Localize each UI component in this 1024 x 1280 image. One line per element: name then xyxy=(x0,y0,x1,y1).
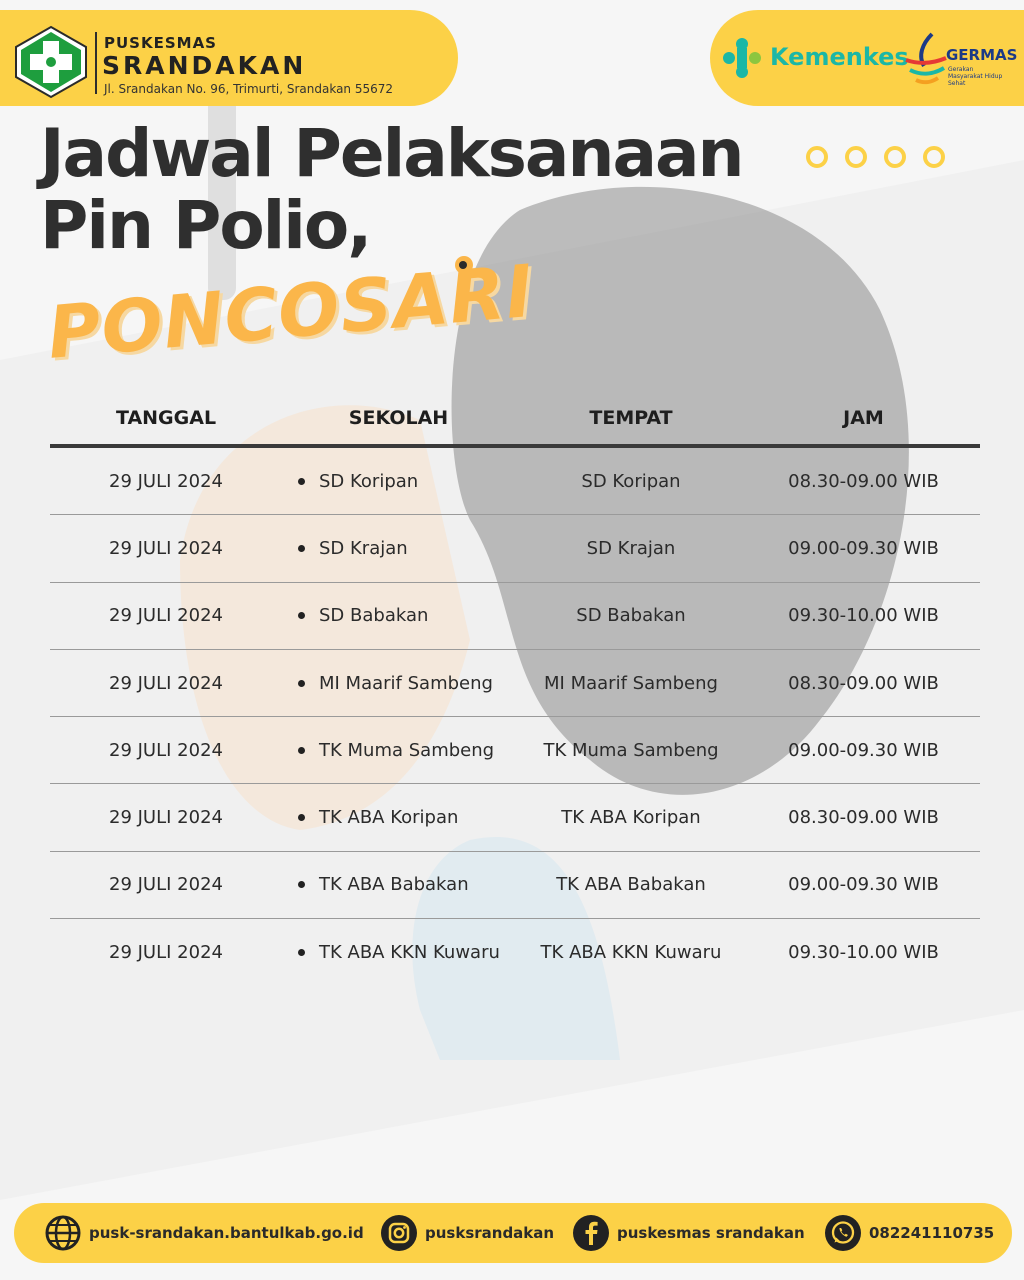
sekolah-text: TK ABA Koripan xyxy=(319,807,459,829)
cell-jam: 09.30-10.00 WIB xyxy=(788,942,939,964)
brand-divider xyxy=(95,32,97,94)
table-row xyxy=(50,717,980,784)
page-title xyxy=(40,115,743,264)
facebook-link[interactable] xyxy=(572,1214,805,1252)
cell-tempat: SD Koripan xyxy=(581,470,681,492)
cell-sekolah xyxy=(282,673,515,694)
contact-footer xyxy=(14,1203,1012,1263)
cell-jam: 09.00-09.30 WIB xyxy=(788,874,939,896)
cell-tempat: SD Krajan xyxy=(586,537,676,559)
cell-tanggal: 29 JULI 2024 xyxy=(109,605,223,627)
cell-sekolah xyxy=(282,942,515,963)
instagram-text: pusksrandakan xyxy=(425,1224,555,1242)
table-row xyxy=(50,583,980,650)
dot-icon xyxy=(923,146,945,168)
cell-jam: 08.30-09.00 WIB xyxy=(788,470,939,492)
instagram-icon xyxy=(380,1214,418,1252)
website-text: pusk-srandakan.bantulkab.go.id xyxy=(89,1224,364,1242)
header-partner-panel xyxy=(710,10,1024,106)
table-row xyxy=(50,515,980,582)
cell-tempat: TK ABA Koripan xyxy=(561,807,701,829)
germas-tagline: Gerakan Masyarakat Hidup Sehat xyxy=(948,66,1003,87)
header-tanggal: TANGGAL xyxy=(115,407,217,429)
cell-tempat: TK Muma Sambeng xyxy=(543,739,719,761)
cell-tempat: TK ABA KKN Kuwaru xyxy=(540,942,722,964)
cell-tanggal: 29 JULI 2024 xyxy=(109,470,223,492)
whatsapp-icon xyxy=(824,1214,862,1252)
bullet-icon xyxy=(298,545,305,552)
title-line-1: Jadwal Pelaksanaan xyxy=(40,115,743,192)
globe-icon xyxy=(44,1214,82,1252)
decorative-dots xyxy=(806,146,945,168)
brand-subtitle: PUSKESMAS xyxy=(104,34,217,52)
table-header xyxy=(50,392,980,448)
germas-logo-icon xyxy=(902,30,952,90)
cell-sekolah xyxy=(282,471,515,492)
sekolah-text: TK Muma Sambeng xyxy=(319,739,495,761)
cell-jam: 09.00-09.30 WIB xyxy=(788,537,939,559)
bullet-icon xyxy=(298,478,305,485)
bullet-icon xyxy=(298,680,305,687)
cell-sekolah xyxy=(282,807,515,828)
dot-icon xyxy=(884,146,906,168)
header-brand-panel xyxy=(0,10,458,106)
cell-tanggal: 29 JULI 2024 xyxy=(109,807,223,829)
puskesmas-logo-icon xyxy=(14,25,88,99)
sekolah-text: MI Maarif Sambeng xyxy=(319,672,493,694)
cell-sekolah xyxy=(282,605,515,626)
cell-tempat: SD Babakan xyxy=(576,605,686,627)
website-link[interactable] xyxy=(44,1214,364,1252)
table-row xyxy=(50,448,980,515)
bullet-icon xyxy=(298,747,305,754)
table-row xyxy=(50,852,980,919)
cell-sekolah xyxy=(282,740,515,761)
dot-icon xyxy=(806,146,828,168)
cell-jam: 09.30-10.00 WIB xyxy=(788,605,939,627)
schedule-table xyxy=(50,392,980,986)
cell-sekolah xyxy=(282,874,515,895)
cell-jam: 08.30-09.00 WIB xyxy=(788,807,939,829)
cell-jam: 08.30-09.00 WIB xyxy=(788,672,939,694)
brand-title: SRANDAKAN xyxy=(102,51,307,80)
sekolah-text: SD Babakan xyxy=(319,605,429,627)
whatsapp-link[interactable] xyxy=(824,1214,994,1252)
sekolah-text: SD Koripan xyxy=(319,470,419,492)
facebook-text: puskesmas srandakan xyxy=(617,1224,805,1242)
cell-tempat: MI Maarif Sambeng xyxy=(544,672,718,694)
cell-jam: 09.00-09.30 WIB xyxy=(788,739,939,761)
bullet-icon xyxy=(298,949,305,956)
dot-icon xyxy=(845,146,867,168)
sekolah-text: TK ABA KKN Kuwaru xyxy=(319,942,500,964)
brand-address: Jl. Srandakan No. 96, Trimurti, Srandakan 55672 xyxy=(104,82,394,96)
location-title: PONCOSARI xyxy=(44,248,537,375)
cell-tanggal: 29 JULI 2024 xyxy=(109,739,223,761)
facebook-icon xyxy=(572,1214,610,1252)
bullet-icon xyxy=(298,814,305,821)
kemenkes-label: Kemenkes xyxy=(770,43,909,71)
bullet-icon xyxy=(298,612,305,619)
cell-tanggal: 29 JULI 2024 xyxy=(109,874,223,896)
table-row xyxy=(50,650,980,717)
title-line-2: Pin Polio, xyxy=(40,187,371,264)
sekolah-text: SD Krajan xyxy=(319,537,408,559)
instagram-link[interactable] xyxy=(380,1214,554,1252)
header-tempat: TEMPAT xyxy=(589,407,673,429)
whatsapp-text: 082241110735 xyxy=(869,1224,995,1242)
bullet-icon xyxy=(298,881,305,888)
germas-label: GERMAS xyxy=(946,46,1018,64)
table-row xyxy=(50,919,980,986)
cell-tanggal: 29 JULI 2024 xyxy=(109,942,223,964)
cell-tempat: TK ABA Babakan xyxy=(556,874,706,896)
header-sekolah: SEKOLAH xyxy=(348,407,449,429)
cell-sekolah xyxy=(282,538,515,559)
header-jam: JAM xyxy=(843,407,884,429)
kemenkes-logo-icon xyxy=(722,36,762,80)
cell-tanggal: 29 JULI 2024 xyxy=(109,537,223,559)
table-row xyxy=(50,784,980,851)
sekolah-text: TK ABA Babakan xyxy=(319,874,469,896)
cell-tanggal: 29 JULI 2024 xyxy=(109,672,223,694)
